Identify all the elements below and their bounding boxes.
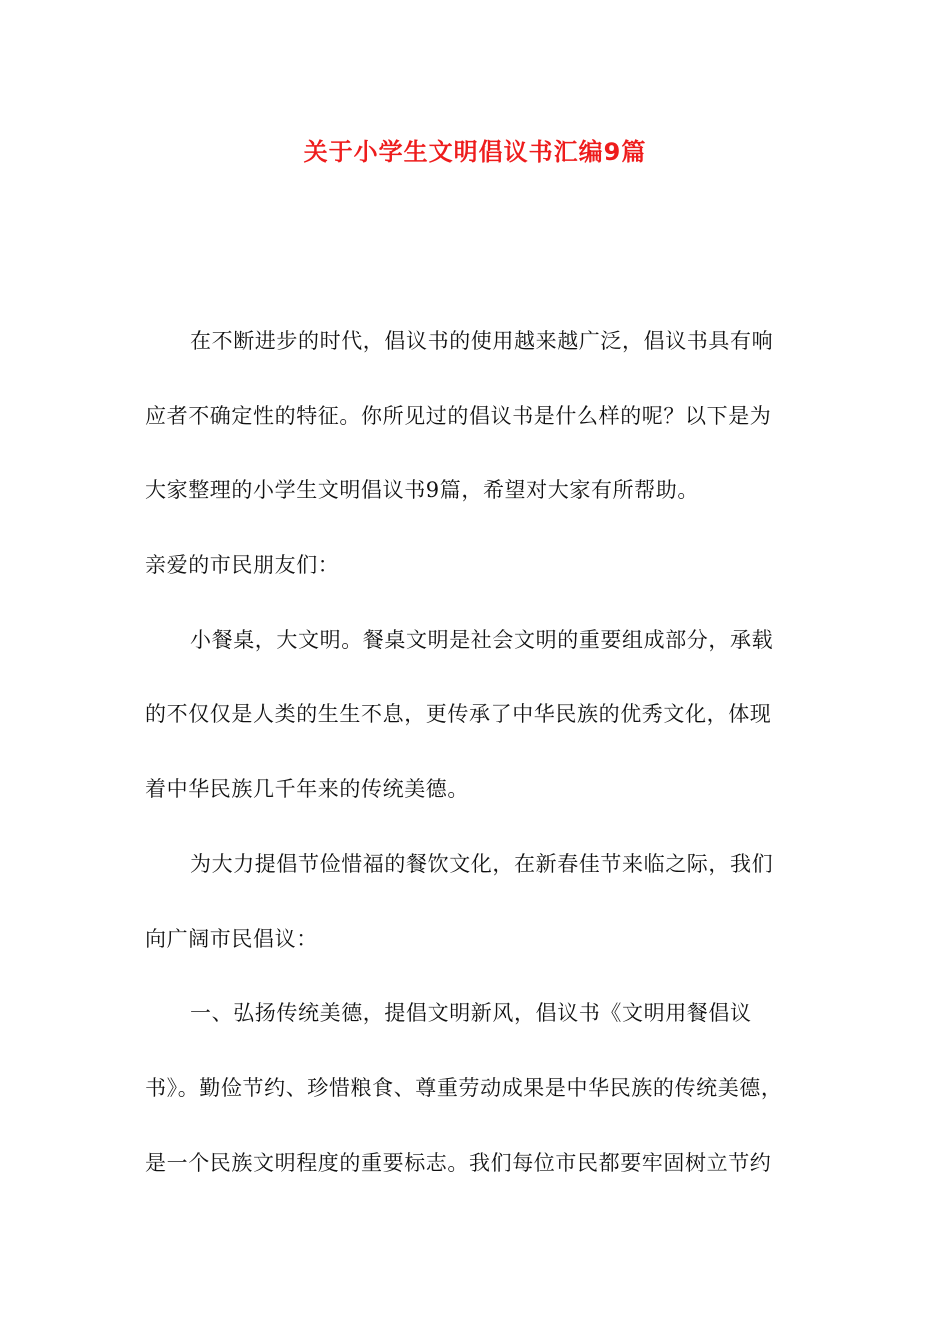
text-line: 一、弘扬传统美德，提倡文明新风，倡议书《文明用餐倡议 <box>190 1001 752 1026</box>
text-line: 书》。勤俭节约、珍惜粮食、尊重劳动成果是中华民族的传统美德， <box>145 1075 783 1100</box>
text-line: 为大力提倡节俭惜福的餐饮文化，在新春佳节来临之际，我们 <box>190 851 774 876</box>
text-line: 在不断进步的时代，倡议书的使用越来越广泛，倡议书具有响 <box>190 329 774 353</box>
salutation-line: 亲爱的市民朋友们： <box>145 553 340 578</box>
document-title: 关于小学生文明倡议书汇编9篇 <box>303 138 647 166</box>
text-line: 小餐桌，大文明。餐桌文明是社会文明的重要组成部分，承载 <box>190 627 774 652</box>
text-line: 是一个民族文明程度的重要标志。我们每位市民都要牢固树立节约 <box>145 1150 772 1175</box>
text-line: 大家整理的小学生文明倡议书9篇，希望对大家有所帮助。 <box>145 478 699 503</box>
text-line: 着中华民族几千年来的传统美德。 <box>145 777 469 802</box>
document-body <box>145 316 810 1212</box>
text-line: 的不仅仅是人类的生生不息，更传承了中华民族的优秀文化，体现 <box>145 702 772 727</box>
text-line: 向广阔市民倡议： <box>145 926 318 951</box>
text-line: 应者不确定性的特征。你所见过的倡议书是什么样的呢？以下是为 <box>145 403 772 428</box>
